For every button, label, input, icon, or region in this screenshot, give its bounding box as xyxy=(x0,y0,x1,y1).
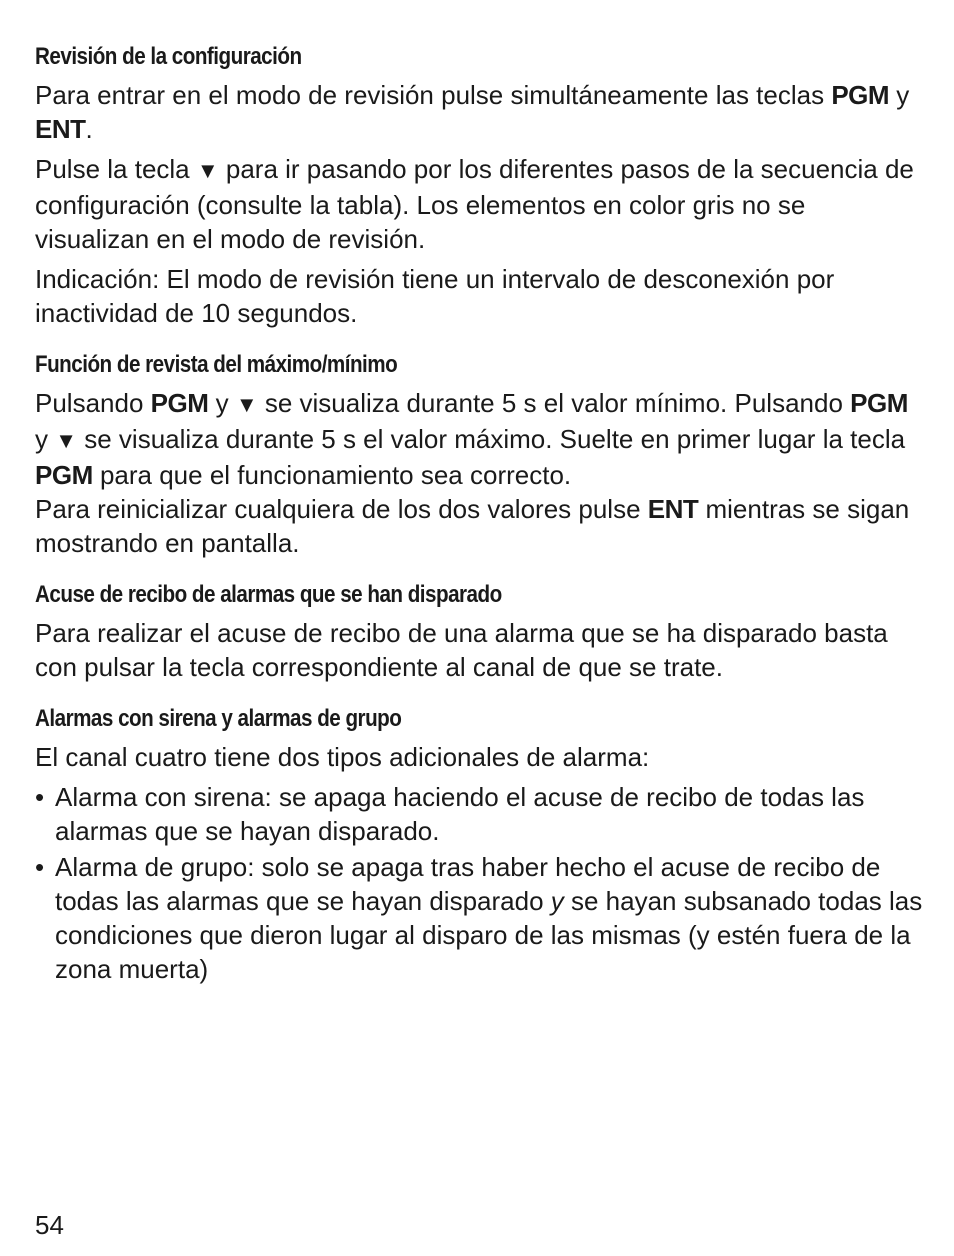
paragraph xyxy=(35,492,925,560)
bullet-icon: • xyxy=(35,782,45,812)
list-item-text: se hayan subsanado todas las condiciones que dieron lugar al disparo de las mismas (y estén fuera de la zona muerta) xyxy=(55,886,923,984)
key-pgm: PGM xyxy=(850,388,908,418)
list-item xyxy=(35,780,925,848)
text: se visualiza durante 5 s el valor mínimo. Pulsando xyxy=(257,388,851,418)
text: y xyxy=(889,80,910,110)
bullet-icon: • xyxy=(35,852,45,882)
section-heading: Revisión de la configuración xyxy=(35,43,302,70)
section-heading: Alarmas con sirena y alarmas de grupo xyxy=(35,705,402,732)
emphasis: y xyxy=(550,886,564,916)
list-item xyxy=(35,850,925,986)
paragraph: Para realizar el acuse de recibo de una alarma que se ha disparado basta con pulsar la tecla correspondiente al canal de que se trate. xyxy=(35,618,888,682)
key-ent: ENT xyxy=(35,114,86,144)
paragraph: El canal cuatro tiene dos tipos adicionales de alarma: xyxy=(35,742,650,772)
paragraph xyxy=(35,78,925,146)
paragraph: Indicación: El modo de revisión tiene un intervalo de desconexión por inactividad de 10 segundos. xyxy=(35,264,835,328)
section-config-review xyxy=(35,40,925,330)
list-item-text: Alarma de grupo: solo se apaga tras haber hecho el acuse de recibo de todas las alarmas que se hayan disparado xyxy=(55,852,881,916)
text: y xyxy=(208,388,236,418)
section-max-min-review xyxy=(35,348,925,560)
paragraph xyxy=(35,152,925,256)
text: para ir pasando por los diferentes pasos de la secuencia de configuración (consulte la tabla). Los elementos en color gris no se visualizan en el modo de revisión. xyxy=(35,154,914,254)
key-ent: ENT xyxy=(647,494,699,524)
page-number: 54 xyxy=(35,1210,64,1240)
down-triangle-icon: ▼ xyxy=(55,428,78,453)
key-pgm: PGM xyxy=(150,388,209,418)
section-heading: Acuse de recibo de alarmas que se han disparado xyxy=(35,581,502,608)
down-triangle-icon: ▼ xyxy=(235,392,258,417)
down-triangle-icon: ▼ xyxy=(196,158,219,183)
section-siren-group-alarms xyxy=(35,702,925,986)
key-pgm: PGM xyxy=(35,460,93,490)
text: y xyxy=(35,424,56,454)
text: para que el funcionamiento sea correcto. xyxy=(92,460,572,490)
text: Para entrar en el modo de revisión pulse simultáneamente las teclas xyxy=(35,80,832,110)
section-alarm-acknowledge xyxy=(35,578,925,684)
section-heading: Función de revista del máximo/mínimo xyxy=(35,351,398,378)
document-page xyxy=(35,40,925,1004)
bullet-list xyxy=(35,780,925,986)
text: Pulse la tecla xyxy=(35,154,197,184)
text: Para reinicializar cualquiera de los dos valores pulse xyxy=(35,494,648,524)
text: se visualiza durante 5 s el valor máximo. Suelte en primer lugar la tecla xyxy=(77,424,906,454)
text: mientras se sigan mostrando en pantalla. xyxy=(35,494,910,558)
paragraph xyxy=(35,386,925,492)
list-item-text: Alarma con sirena: se apaga haciendo el acuse de recibo de todas las alarmas que se hayan disparado. xyxy=(55,782,865,846)
key-pgm: PGM xyxy=(831,80,890,110)
text: Pulsando xyxy=(35,388,151,418)
text: . xyxy=(85,114,93,144)
